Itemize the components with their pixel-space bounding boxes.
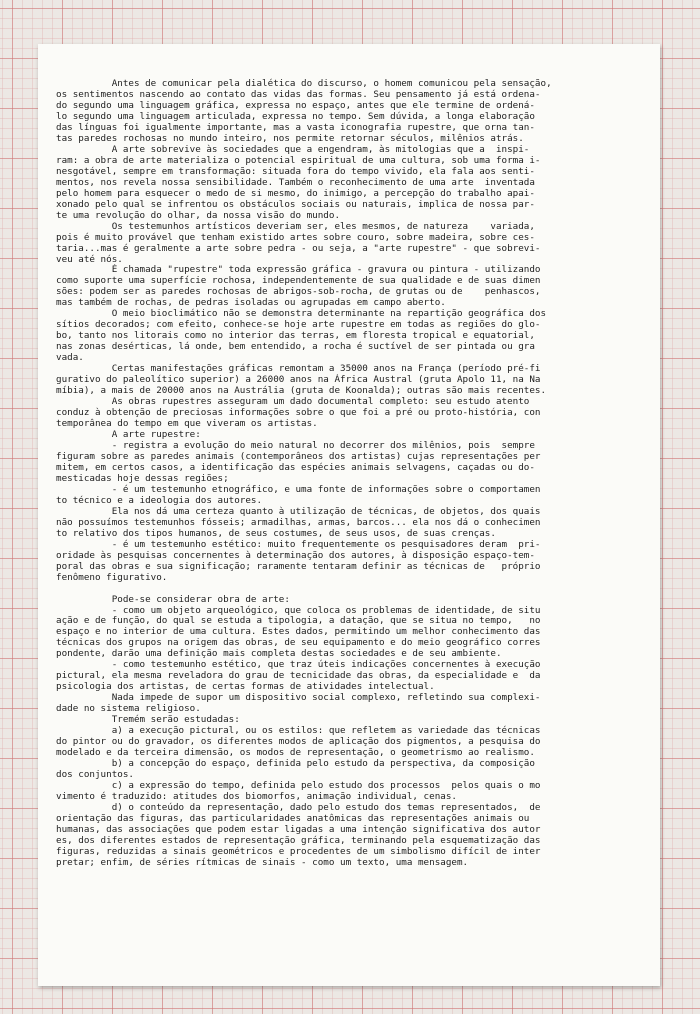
text-line: Certas manifestações gráficas remontam a 35000 anos na França (período pré-fi (56, 363, 541, 375)
text-line: lo segundo uma linguagem articulada, expressa no tempo. Sem dúvida, a longa elaboração (56, 110, 535, 122)
text-line: técnicas dos grupos na origem das obras, de seu equipamento e do meio geográfico corres (56, 637, 541, 649)
text-line: mas também de rochas, de pedras isoladas ou agrupadas em campo aberto. (56, 297, 446, 309)
text-line: orientação das figuras, das particularidades anatômicas das representações animais ou (56, 812, 530, 824)
text-line: O meio bioclimático não se demonstra determinante na repartição geográfica dos (56, 308, 547, 320)
text-line: pictural, ela mesma reveladora do grau de tecnicidade das obras, da especialidade e da (56, 670, 541, 682)
text-line: pois é muito provável que tenham existido artes sobre couro, sobre madeira, sobre ces- (56, 231, 535, 243)
text-line: não possuímos testemunhos fósseis; armadilhas, armas, barcos... ela nos dá o conhecimen (56, 516, 541, 528)
text-line: - como testemunho estético, que traz úteis indicações concernentes à execução (56, 659, 541, 671)
text-line: b) a concepção do espaço, definida pelo estudo da perspectiva, da composição (56, 758, 535, 770)
text-line: Antes de comunicar pela dialética do discurso, o homem comunicou pela sensação, (56, 78, 552, 89)
text-line: pondente, darão uma definição mais completa destas sociedades e de seu ambiente. (56, 648, 502, 660)
text-line: mentos, nos revela nossa sensibilidade. Também o reconhecimento de uma arte inventada (56, 176, 535, 188)
text-line: do segundo uma linguagem gráfica, expressa no espaço, antes que ele termine de ordená- (56, 99, 535, 111)
text-line: As obras rupestres asseguram um dado documental completo: seu estudo atento (56, 396, 530, 408)
text-line: mesticadas hoje dessas regiões; (56, 472, 229, 484)
text-line: xonado pelo qual se infrentou os obstáculos sociais ou naturais, implica de nossa par- (56, 198, 535, 210)
text-line: psicologia dos artistas, de certas formas de atividades intelectual. (56, 681, 435, 693)
text-line: do pintor ou do gravador, os diferentes modos de aplicação dos pigmentos, a pesquisa do (56, 736, 541, 748)
text-line: - como um objeto arqueológico, que coloca os problemas de identidade, de situ (56, 604, 541, 616)
text-line: É chamada "rupestre" toda expressão gráfica - gravura ou pintura - utilizando (56, 264, 541, 276)
text-line: míbia), a mais de 20000 anos na Austrália (gruta de Koonalda); outras são mais recentes. (56, 385, 547, 397)
text-line: nas zonas desérticas, lá onde, bem entendido, a rocha é suctível de ser pintada ou gra (56, 341, 535, 353)
text-line: taria...mas é geralmente a arte sobre pedra - ou seja, a "arte rupestre" - que sobrevi- (56, 242, 541, 254)
text-line: to técnico e a ideologia dos autores. (56, 494, 263, 506)
text-line: vimento é traduzido: atitudes dos biomorfos, animação individual, cenas. (56, 790, 457, 802)
text-line: Pode-se considerar obra de arte: (56, 593, 290, 605)
text-line: modelado e da terceira dimensão, os modos de representação, o geometrismo ao realismo. (56, 747, 535, 759)
text-line: nesgotável, sempre em transformação: situada fora do tempo vivido, ela fala aos senti- (56, 165, 535, 177)
text-line: poral das obras e sua significação; raramente tentaram definir as técnicas de próprio (56, 560, 541, 572)
text-line: sítios decorados; com efeito, conhece-se hoje arte rupestre em todas as regiões do glo- (56, 319, 541, 331)
text-line: temporânea do tempo em que viveram os artistas. (56, 418, 318, 429)
text-line: dade no sistema religioso. (56, 703, 201, 715)
text-line: te uma revolução do olhar, da nossa visão do mundo. (56, 209, 341, 221)
text-line: Nada impede de supor um dispositivo social complexo, refletindo sua complexi- (56, 692, 541, 704)
text-line: to relativo dos tipos humanos, de seus costumes, de seus usos, de suas crenças. (56, 527, 496, 539)
text-line: - é um testemunho estético: muito frequentemente os pesquisadores deram pri- (56, 538, 541, 550)
text-line: gurativo do paleolítico superior) a 26000 anos na África Austral (gruta Apolo 11, na Na (56, 374, 541, 386)
text-line: humanas, das associações que podem estar ligadas a uma intenção significativa dos autor (56, 823, 541, 835)
text-line: como suporte uma superfície rochosa, independentemente de sua qualidade e de suas dimen (56, 275, 541, 287)
text-line: Ela nos dá uma certeza quanto à utilização de técnicas, de objetos, dos quais (56, 505, 541, 517)
text-line: figuram sobre as paredes animais (contemporâneos dos artistas) cujas representações per (56, 450, 541, 462)
text-line: tas paredes rochosas no mundo inteiro, nos permite retornar séculos, milênios atrás. (56, 132, 524, 144)
text-line: Os testemunhos artísticos deveriam ser, eles mesmos, de natureza variada, (56, 220, 535, 232)
text-line: Tremém serão estudadas: (56, 714, 240, 726)
text-line: A arte sobrevive às sociedades que a engendram, às mitologias que a inspi- (56, 143, 530, 155)
text-line: A arte rupestre: (56, 429, 201, 440)
text-line: d) o conteúdo da representação, dado pelo estudo dos temas representados, de (56, 801, 541, 813)
text-line: pretar; enfim, de séries rítmicas de sinais - como um texto, uma mensagem. (56, 856, 469, 868)
text-line: es, dos diferentes estados de representação gráfica, terminando pela esquematização das (56, 834, 541, 846)
text-line: ação e de função, do qual se estuda a tipologia, a datação, que se situa no tempo, no (56, 615, 541, 627)
text-line: pelo homem para esquecer o medo de si mesmo, do inimigo, a percepção do trabalho apai- (56, 187, 535, 199)
text-line: oridade às pesquisas concernentes à determinação dos autores, à disposição espaço-tem- (56, 549, 535, 561)
text-line: a) a execução pictural, ou os estilos: que refletem as variedade das técnicas (56, 725, 541, 737)
text-line: vada. (56, 352, 84, 364)
text-line: c) a expressão do tempo, definida pelo estudo dos processos pelos quais o mo (56, 780, 541, 791)
text-line: mitem, em certos casos, a identificação das espécies animais selvagens, caçadas ou do- (56, 461, 535, 473)
text-line: veu até nós. (56, 253, 123, 265)
text-line: espaço e no interior de uma cultura. Estes dados, permitindo um melhor conhecimento das (56, 626, 541, 638)
text-line: - é um testemunho etnográfico, e uma fonte de informações sobre o comportamen (56, 483, 541, 495)
text-line: - registra a evolução do meio natural no decorrer dos milênios, pois sempre (56, 439, 535, 451)
text-line: das línguas foi igualmente importante, mas a vasta iconografia rupestre, que orna tan- (56, 121, 535, 133)
text-line: figuras, reduzidas a sinais geométricos e procedentes de um simbolismo difícil de inter (56, 845, 541, 857)
document-text (56, 78, 626, 868)
text-line: ram: a obra de arte materializa o potencial espiritual de uma cultura, sob uma forma i- (56, 154, 541, 166)
text-line: fenômeno figurativo. (56, 571, 168, 583)
text-line: conduz à obtenção de preciosas informações sobre o que foi a pré ou proto-história, con (56, 407, 541, 419)
text-line: os sentimentos nascendo ao contato das vidas das formas. Seu pensamento já está ordena- (56, 88, 541, 100)
paragraph-gap (56, 583, 626, 594)
text-line: sões: podem ser as paredes rochosas de abrigos-sob-rocha, de grutas ou de penhascos, (56, 286, 541, 298)
text-line: bo, tanto nos litorais como no interior das terras, em floresta tropical e equatorial, (56, 330, 535, 342)
text-line: dos conjuntos. (56, 769, 134, 780)
